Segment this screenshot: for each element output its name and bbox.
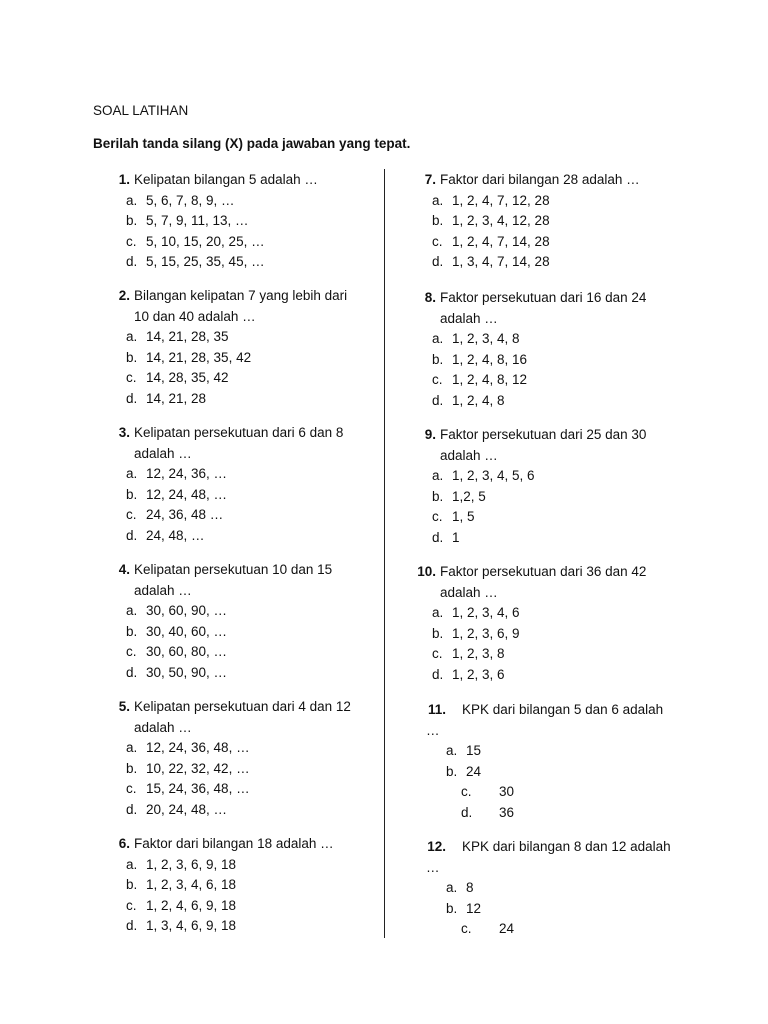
question-number: 1. <box>118 172 130 187</box>
option-a[interactable]: a. 5, 6, 7, 8, 9, … <box>126 192 235 208</box>
question-3 <box>106 423 376 546</box>
option-c[interactable]: c. 1, 2, 4, 6, 9, 18 <box>126 897 237 913</box>
question-1 <box>106 170 376 273</box>
option-b[interactable]: b. 10, 22, 32, 42, … <box>126 760 250 776</box>
option-a[interactable]: a. 8 <box>446 880 474 895</box>
option-c[interactable]: c. 14, 28, 35, 42 <box>126 370 229 385</box>
question-text-continued: … <box>426 722 440 738</box>
question-number: 4. <box>118 562 130 577</box>
question-text: Bilangan kelipatan 7 yang lebih dari <box>134 288 348 303</box>
question-number: 12. <box>427 839 446 854</box>
option-c[interactable]: c. 15, 24, 36, 48, … <box>126 781 250 796</box>
option-a[interactable]: a. 12, 24, 36, … <box>126 466 228 481</box>
option-b[interactable]: b. 24 <box>446 763 482 779</box>
instruction-text: Berilah tanda silang (X) pada jawaban yang tepat. <box>93 136 411 151</box>
option-b[interactable]: b. 12, 24, 48, … <box>126 486 228 502</box>
question-text-continued: adalah … <box>134 582 192 598</box>
option-d[interactable]: d. 24, 48, … <box>126 527 205 543</box>
question-text-continued: adalah … <box>440 447 498 463</box>
question-number: 2. <box>118 288 130 303</box>
option-b[interactable]: b. 1, 2, 3, 4, 6, 18 <box>126 877 237 892</box>
option-c[interactable]: c. 1, 5 <box>432 509 475 524</box>
question-number: 11. <box>427 702 446 717</box>
question-text: Faktor dari bilangan 28 adalah … <box>440 172 640 187</box>
question-text-continued: adalah … <box>134 719 192 735</box>
question-7 <box>412 170 697 273</box>
option-c[interactable]: c. 1, 2, 4, 7, 14, 28 <box>432 233 550 249</box>
question-text-continued: … <box>426 859 440 875</box>
option-d[interactable]: d. 36 <box>461 804 515 820</box>
question-9 <box>412 425 697 548</box>
option-b[interactable]: b. 5, 7, 9, 11, 13, … <box>126 213 249 228</box>
option-a[interactable]: a. 30, 60, 90, … <box>126 603 228 618</box>
question-8 <box>412 288 697 411</box>
question-12 <box>412 837 697 940</box>
option-b[interactable]: b. 1,2, 5 <box>432 488 486 504</box>
option-a[interactable]: a. 1, 2, 3, 4, 5, 6 <box>432 468 535 483</box>
question-2 <box>106 286 376 409</box>
question-text: Kelipatan persekutuan 10 dan 15 <box>134 562 333 577</box>
option-d[interactable]: d. 14, 21, 28 <box>126 390 207 406</box>
worksheet-heading: SOAL LATIHAN <box>93 103 189 118</box>
option-a[interactable]: a. 1, 2, 3, 4, 6 <box>432 605 520 620</box>
option-b[interactable]: b. 12 <box>446 900 482 916</box>
question-6 <box>106 834 376 937</box>
option-c[interactable]: c. 5, 10, 15, 20, 25, … <box>126 233 265 249</box>
question-number: 6. <box>118 836 130 851</box>
question-10 <box>412 562 697 685</box>
question-text: Kelipatan persekutuan dari 4 dan 12 <box>134 699 351 714</box>
option-c[interactable]: c. 24 <box>461 921 515 936</box>
option-b[interactable]: b. 14, 21, 28, 35, 42 <box>126 349 252 365</box>
question-text-continued: adalah … <box>440 310 498 326</box>
option-c[interactable]: c. 1, 2, 4, 8, 12 <box>432 372 528 387</box>
option-b[interactable]: b. 30, 40, 60, … <box>126 623 228 639</box>
option-a[interactable]: a. 12, 24, 36, 48, … <box>126 740 250 755</box>
option-b[interactable]: b. 1, 2, 4, 8, 16 <box>432 351 528 367</box>
question-text: KPK dari bilangan 8 dan 12 adalah <box>462 839 671 854</box>
option-a[interactable]: a. 1, 2, 3, 6, 9, 18 <box>126 856 237 872</box>
option-c[interactable]: c. 30, 60, 80, … <box>126 644 228 659</box>
option-d[interactable]: d. 30, 50, 90, … <box>126 664 228 680</box>
question-text-continued: 10 dan 40 adalah … <box>134 308 256 324</box>
question-number: 3. <box>118 425 130 440</box>
question-text: Faktor persekutuan dari 25 dan 30 <box>440 427 647 442</box>
question-text-continued: adalah … <box>134 445 192 461</box>
question-number: 5. <box>118 699 130 714</box>
question-5 <box>106 697 376 820</box>
question-text: KPK dari bilangan 5 dan 6 adalah <box>462 702 664 717</box>
option-d[interactable]: d. 1 <box>432 529 460 545</box>
option-a[interactable]: a. 1, 2, 4, 7, 12, 28 <box>432 192 550 208</box>
option-c[interactable]: c. 30 <box>461 784 515 799</box>
question-4 <box>106 560 376 683</box>
question-number: 8. <box>424 290 436 305</box>
option-d[interactable]: d. 5, 15, 25, 35, 45, … <box>126 254 265 269</box>
option-d[interactable]: d. 1, 3, 4, 7, 14, 28 <box>432 254 550 269</box>
option-d[interactable]: d. 1, 3, 4, 6, 9, 18 <box>126 918 237 933</box>
question-text-continued: adalah … <box>440 584 498 600</box>
question-number: 10. <box>417 564 436 579</box>
question-number: 7. <box>424 172 436 187</box>
option-d[interactable]: d. 20, 24, 48, … <box>126 801 228 817</box>
question-text: Faktor persekutuan dari 16 dan 24 <box>440 290 647 305</box>
option-c[interactable]: c. 24, 36, 48 … <box>126 507 224 522</box>
option-a[interactable]: a. 14, 21, 28, 35 <box>126 329 229 344</box>
option-b[interactable]: b. 1, 2, 3, 6, 9 <box>432 625 520 641</box>
option-a[interactable]: a. 1, 2, 3, 4, 8 <box>432 331 520 346</box>
question-text: Kelipatan bilangan 5 adalah … <box>134 172 318 187</box>
question-text: Faktor dari bilangan 18 adalah … <box>134 836 334 851</box>
option-a[interactable]: a. 15 <box>446 743 482 758</box>
option-d[interactable]: d. 1, 2, 4, 8 <box>432 392 505 408</box>
question-number: 9. <box>424 427 436 442</box>
column-divider <box>384 169 385 938</box>
option-c[interactable]: c. 1, 2, 3, 8 <box>432 646 505 661</box>
question-text: Faktor persekutuan dari 36 dan 42 <box>440 564 647 579</box>
question-text: Kelipatan persekutuan dari 6 dan 8 <box>134 425 344 440</box>
question-11 <box>412 700 697 823</box>
option-d[interactable]: d. 1, 2, 3, 6 <box>432 666 505 682</box>
option-b[interactable]: b. 1, 2, 3, 4, 12, 28 <box>432 213 550 228</box>
